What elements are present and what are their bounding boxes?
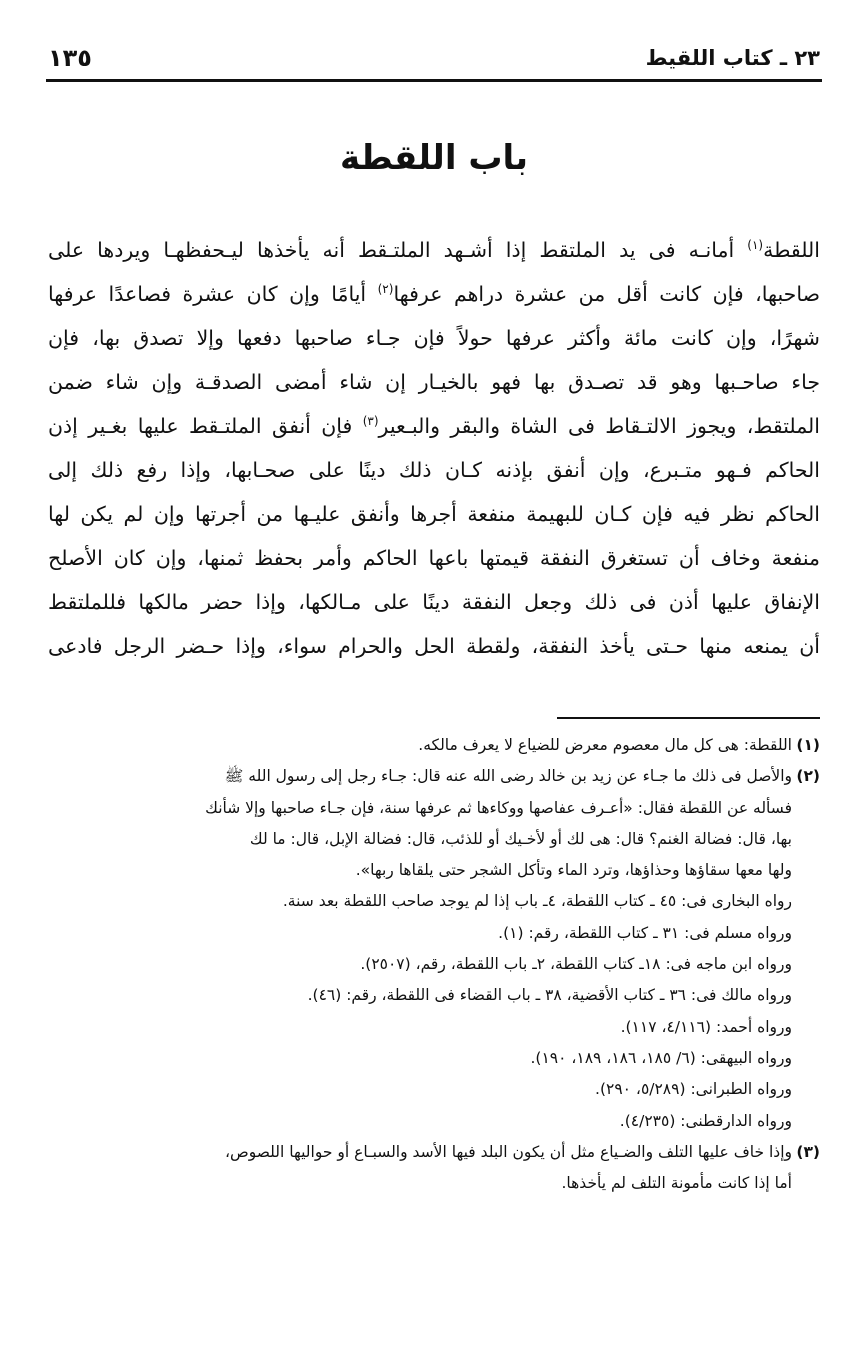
footnote-line: ورواه مالك فى: ٣٦ ـ كتاب الأقضية، ٣٨ ـ باب القضاء فى اللقطة، رقم: (٤٦). <box>307 986 792 1005</box>
page-number: ١٣٥ <box>48 44 92 72</box>
footnote-ref-2[interactable]: (٢) <box>377 282 394 297</box>
footnote-line: أما إذا كانت مأمونة التلف لم يأخذها. <box>561 1174 792 1193</box>
body-line: الحاكم فـهو متـبرع، وإن أنفق بإذنه كـان ذلك دينًا على صحـابها، وإذا رفع ذلك إلى <box>48 458 820 482</box>
footnote-line: ورواه ابن ماجه فى: ١٨ـ كتاب اللقطة، ٢ـ باب اللقطة، رقم، (٢٥٠٧). <box>360 955 792 974</box>
footnote-line: ورواه البيهقى: (٦/ ١٨٥، ١٨٦، ١٨٩، ١٩٠). <box>530 1048 792 1067</box>
footnote-number: (٣) <box>796 1142 820 1161</box>
body-line: جاء صاحـبها وهو قد تصـدق بها فهو بالخيـار إن شاء أمضى الصدقـة وإن شاء ضمن <box>48 370 820 394</box>
header-divider <box>46 79 822 82</box>
footnote-number: (٢) <box>796 767 820 786</box>
footnote-ref-1[interactable]: (١) <box>747 238 764 253</box>
footnote-1 <box>48 730 820 761</box>
running-header <box>48 40 820 76</box>
footnote-line: ورواه مسلم فى: ٣١ ـ كتاب اللقطة، رقم: (١). <box>498 923 792 942</box>
body-line: أن يمنعه منها حـتى يأخذ النفقة، ولقطة الحل والحرام سواء، وإذا حـضر الرجل فادعى <box>48 634 820 658</box>
body-line: اللقطة$^{(١)}$ أمانـه فى يد الملتقط إذا أشـهد الملتـقط أنه يأخذها ليـحفظهـا ويردها على <box>48 238 820 262</box>
footnote-line: ورواه أحمد: (٤/١١٦، ١١٧). <box>620 1017 792 1036</box>
footnote-2 <box>48 761 820 1137</box>
body-line: الحاكم نظر فيه فإن كـان للبهيمة منفعة أجرها وأنفق عليـها من أجرتها وإن لم يكن لها <box>48 502 820 526</box>
main-body-text <box>48 228 820 668</box>
footnote-line: وإذا خاف عليها التلف والضـياع مثل أن يكون البلد فيها الأسد والسبـاع أو حواليها اللصوص، <box>224 1142 792 1161</box>
footnote-divider <box>557 717 820 719</box>
footnote-3 <box>48 1137 820 1200</box>
footnote-line: ولها معها سقاؤها وحذاؤها، وترد الماء وتأكل الشجر حتى يلقاها ربها». <box>355 861 792 880</box>
chapter-running-title: ٢٣ ـ كتاب اللقيط <box>645 46 820 70</box>
footnote-line: ورواه الدارقطنى: (٤/٢٣٥). <box>619 1111 792 1130</box>
footnotes-section <box>48 730 820 1199</box>
footnote-line: رواه البخارى فى: ٤٥ ـ كتاب اللقطة، ٤ـ باب إذا لم يوجد صاحب اللقطة بعد سنة. <box>282 892 792 911</box>
footnote-line: والأصل فى ذلك ما جـاء عن زيد بن خالد رضى الله عنه قال: جـاء رجل إلى رسول الله ﷺ <box>224 767 792 786</box>
body-line: الإنفاق عليها أذن فى ذلك وجعل النفقة دينًا على مـالكها، وإذا حضر مالكها فللملتقط <box>48 590 820 614</box>
footnote-line: بها، قال: فضالة الغنم؟ قال: هى لك أو لأخـيك أو للذئب، قال: فضالة الإبل، قال: ما لك <box>249 829 792 848</box>
section-title: باب اللقطة <box>339 138 529 178</box>
body-line: شهرًا، وإن كانت مائة وأكثر عرفها حولاً فإن جـاء صاحبها دفعها وإلا تصدق بها، فإن <box>48 326 820 350</box>
footnote-line: اللقطة: هى كل مال معصوم معرض للضياع لا يعرف مالكه. <box>418 736 792 754</box>
body-line: الملتقط، ويجوز الالتـقاط فى الشاة والبقر والبـعير$^{(٣)}$ فإن أنفق الملتـقط عليها بغـير إذن <box>48 414 820 438</box>
footnote-number: (١) <box>796 736 820 754</box>
footnote-line: ورواه الطبرانى: (٥/٢٨٩، ٢٩٠). <box>595 1080 792 1099</box>
footnote-ref-3[interactable]: (٣) <box>362 414 379 429</box>
body-line: صاحبها، فإن كانت أقل من عشرة دراهم عرفها$^{(٢)}$ أيامًا وإن كان عشرة فصاعدًا عرفها <box>48 282 820 306</box>
footnote-line: فسأله عن اللقطة فقال: «أعـرف عفاصها ووكاءها ثم عرفها سنة، فإن جـاء صاحبها وإلا شأنك <box>205 798 792 817</box>
body-line: منفعة وخاف أن تستغرق النفقة قيمتها باعها الحاكم وأمر بحفظ ثمنها، وإن كان الأصلح <box>48 546 820 570</box>
